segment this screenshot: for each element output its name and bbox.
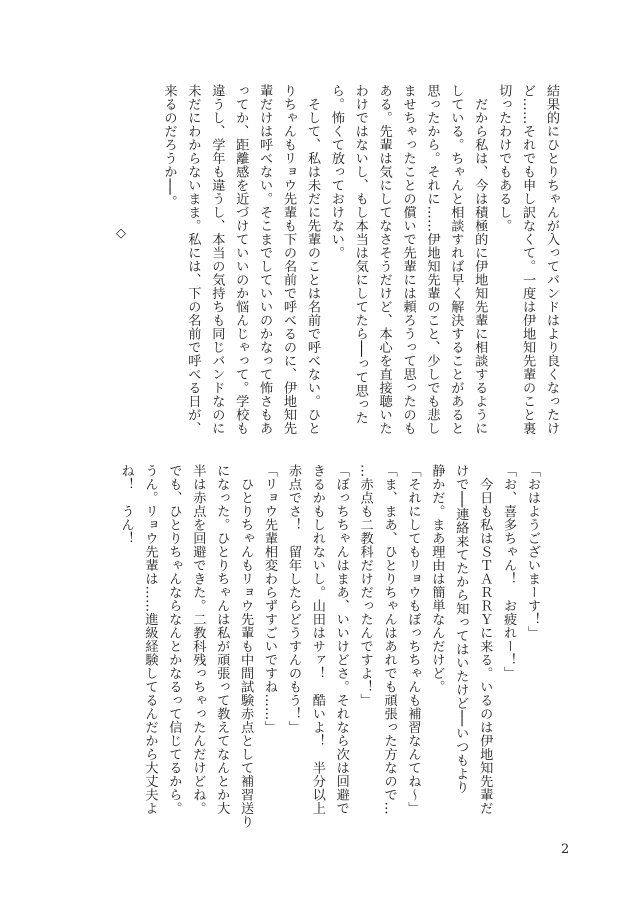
text-line: ら。怖くて放っておけない。 [328, 84, 344, 260]
text-line: うん。リョウ先輩は……進級経験してるんだから大丈夫よ [142, 464, 158, 815]
text-line: 思ったから。それに……伊地知先輩のこと、少しでも悲し [424, 84, 440, 435]
upper-text-block [157, 84, 563, 444]
text-line: きるかもしれないし。山田はサァ！ 酷いよ！ 半分以上 [309, 464, 325, 815]
text-line: 来るのだろうか──。 [161, 84, 177, 209]
text-line: りちゃんもリョウ先輩も下の名前で呼べるのに、伊地知先 [281, 84, 297, 435]
lower-text-block [114, 464, 544, 829]
text-line: 「おはようございまーす！」 [525, 464, 540, 640]
text-line: 違うし、学年も違うし、本当の気持ちも同じバンドなのに [209, 84, 225, 435]
text-line: 赤点でさ！ 留年したらどうすんのもう！」 [285, 464, 301, 734]
text-line: になった。ひとりちゃんは私が頑張って教えてなんとか大 [214, 464, 230, 815]
text-line: そして、私は未だに先輩のことは名前で呼べない。ひと [304, 84, 320, 435]
section-break-diamond: ◇ [116, 226, 126, 241]
text-line: ませちゃったことの償いで先輩には頼ろうって思ったのも [400, 84, 416, 435]
text-line: 切ったわけでもあるし。 [496, 84, 512, 233]
text-line: 半は赤点を回避できた。二教科残っちゃったんだけどね。 [190, 464, 206, 815]
text-line: けで──連絡来てたから知ってはいたけど──いつもより [453, 464, 469, 794]
text-line: 「リョウ先輩相変わらずすごいですね……」 [262, 464, 278, 734]
text-line: 結果的にひとりちゃんが入ってバンドはより良くなったけ [544, 84, 559, 435]
text-line: 今日も私はＳＴＡＲＲＹに来る。いるのは伊地知先輩だ [477, 464, 493, 815]
text-line: ある。先輩は気にしてなさそうだけど、本心を直接聴いた [376, 84, 392, 435]
text-line: 未だにわからないまま。私には、下の名前で呼べる日が、 [185, 84, 201, 435]
text-line: 輩だけは呼べない。そこまでしていいのかなって怖さもあ [257, 84, 273, 435]
text-line: ど……それでも申し訳なくて。一度は伊地知先輩のこと裏 [520, 84, 536, 435]
text-line: 「ぼっちちゃんはまあ、いいけどさ。それなら次は回避で [333, 464, 349, 815]
text-line: 「それにしてもリョウもぼっちちゃんも補習なんてね～」 [405, 464, 421, 815]
text-line: だから私は、今は積極的に伊地知先輩に相談するように [472, 84, 488, 435]
text-line: でも、ひとりちゃんならなんとかなるって信じてるから。 [166, 464, 182, 815]
text-line: ってか、距離感を近づけていいのか悩んじゃって。学校も [233, 84, 249, 435]
text-line: している。ちゃんと相談すれば早く解決することがあると [448, 84, 464, 435]
text-line: …赤点も二教科だけだったんですよ！」 [357, 464, 373, 707]
text-line: 「お、喜多ちゃん！ お疲れー！」 [501, 464, 517, 680]
text-line: わけではないし、もし本当は気にしてたら──って思った [352, 84, 368, 425]
page-number: 2 [561, 842, 570, 857]
text-line: ね！ うん！ [118, 464, 134, 545]
text-line: 静かだ。まあ理由は簡単なんだけど。 [429, 464, 445, 694]
text-line: 「ま、まあ、ひとりちゃんはあれでも頑張った方なので… [381, 464, 397, 815]
text-line: ひとりちゃんもリョウ先輩も中間試験赤点として補習送り [238, 464, 254, 829]
